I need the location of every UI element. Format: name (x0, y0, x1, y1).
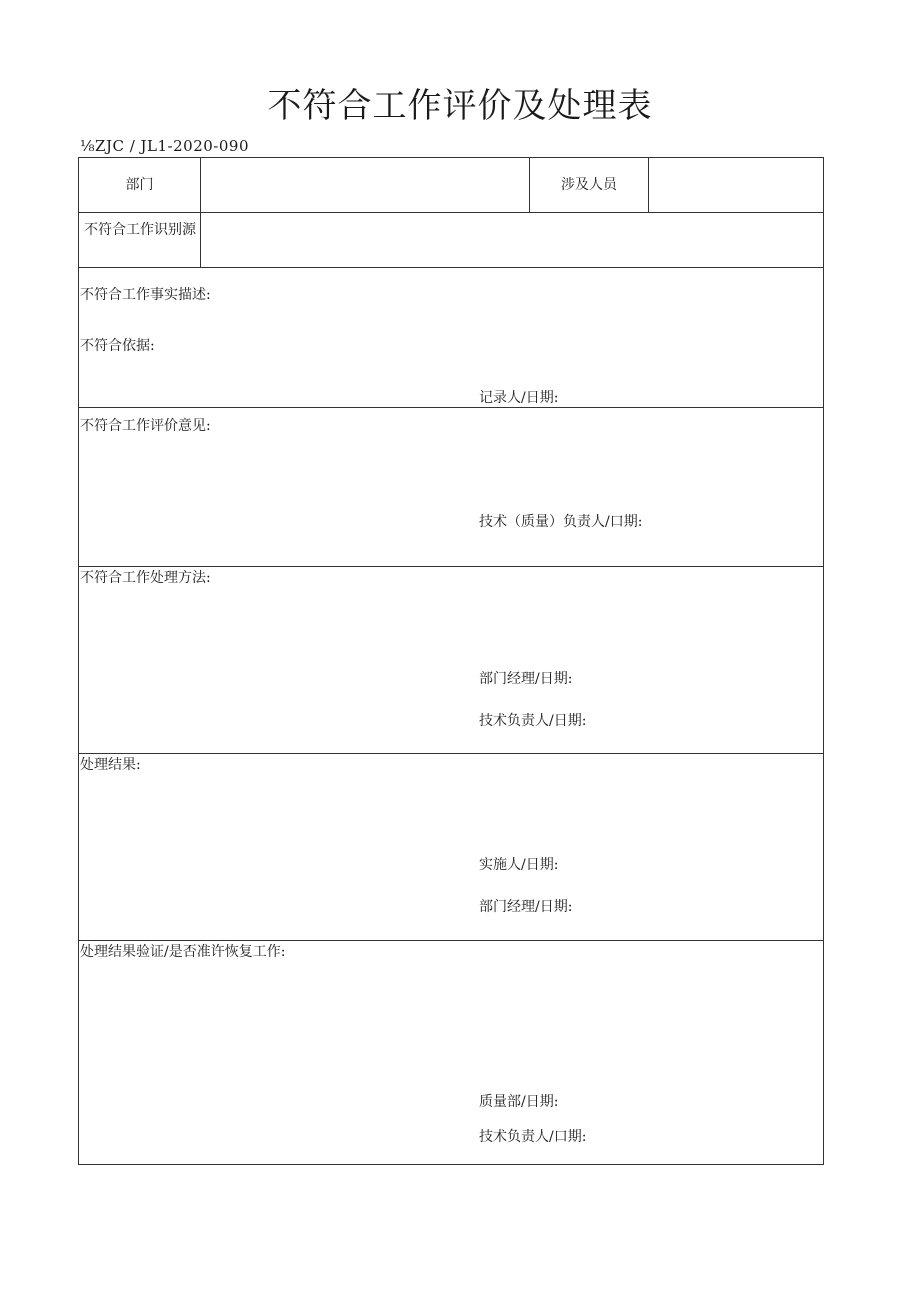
department-label: 部门 (125, 177, 154, 193)
result-heading: 处理结果: (80, 757, 141, 773)
result-dept-manager-date-label: 部门经理/日期: (479, 899, 573, 915)
dept-manager-date-label: 部门经理/日期: (479, 671, 573, 687)
row-divider (78, 753, 824, 754)
facts-heading: 不符合工作事实描述: (80, 287, 211, 303)
method-heading: 不符合工作处理方法: (80, 570, 211, 586)
row-divider (78, 267, 824, 268)
column-divider (648, 157, 649, 213)
row-divider (78, 940, 824, 941)
document-code: ⅛ZJC / JL1-2020-090 (80, 137, 249, 155)
department-field[interactable] (206, 175, 524, 199)
verification-tech-lead-date-label: 技术负责人/口期: (479, 1129, 587, 1145)
identification-source-label: 不符合工作识别源 (84, 222, 196, 238)
basis-label: 不符合依据: (80, 338, 155, 354)
row-divider (78, 212, 824, 213)
tech-lead-date-label: 技术负责人/日期: (479, 713, 587, 729)
column-divider (200, 157, 201, 268)
verification-heading: 处理结果验证/是否准许恢复工作: (80, 944, 286, 960)
quality-lead-date-label: 技术（质量）负责人/口期: (479, 514, 643, 530)
evaluation-heading: 不符合工作评价意见: (80, 418, 211, 434)
personnel-field[interactable] (654, 175, 818, 199)
form-title: 不符合工作评价及处理表 (267, 86, 653, 126)
row-divider (78, 407, 824, 408)
form-table (78, 157, 824, 1165)
personnel-label: 涉及人员 (561, 177, 617, 193)
recorder-date-label: 记录人/日期: (479, 390, 559, 406)
implementer-date-label: 实施人/日期: (479, 857, 559, 873)
row-divider (78, 566, 824, 567)
quality-dept-date-label: 质量部/日期: (479, 1094, 559, 1110)
identification-source-field[interactable] (206, 228, 818, 252)
